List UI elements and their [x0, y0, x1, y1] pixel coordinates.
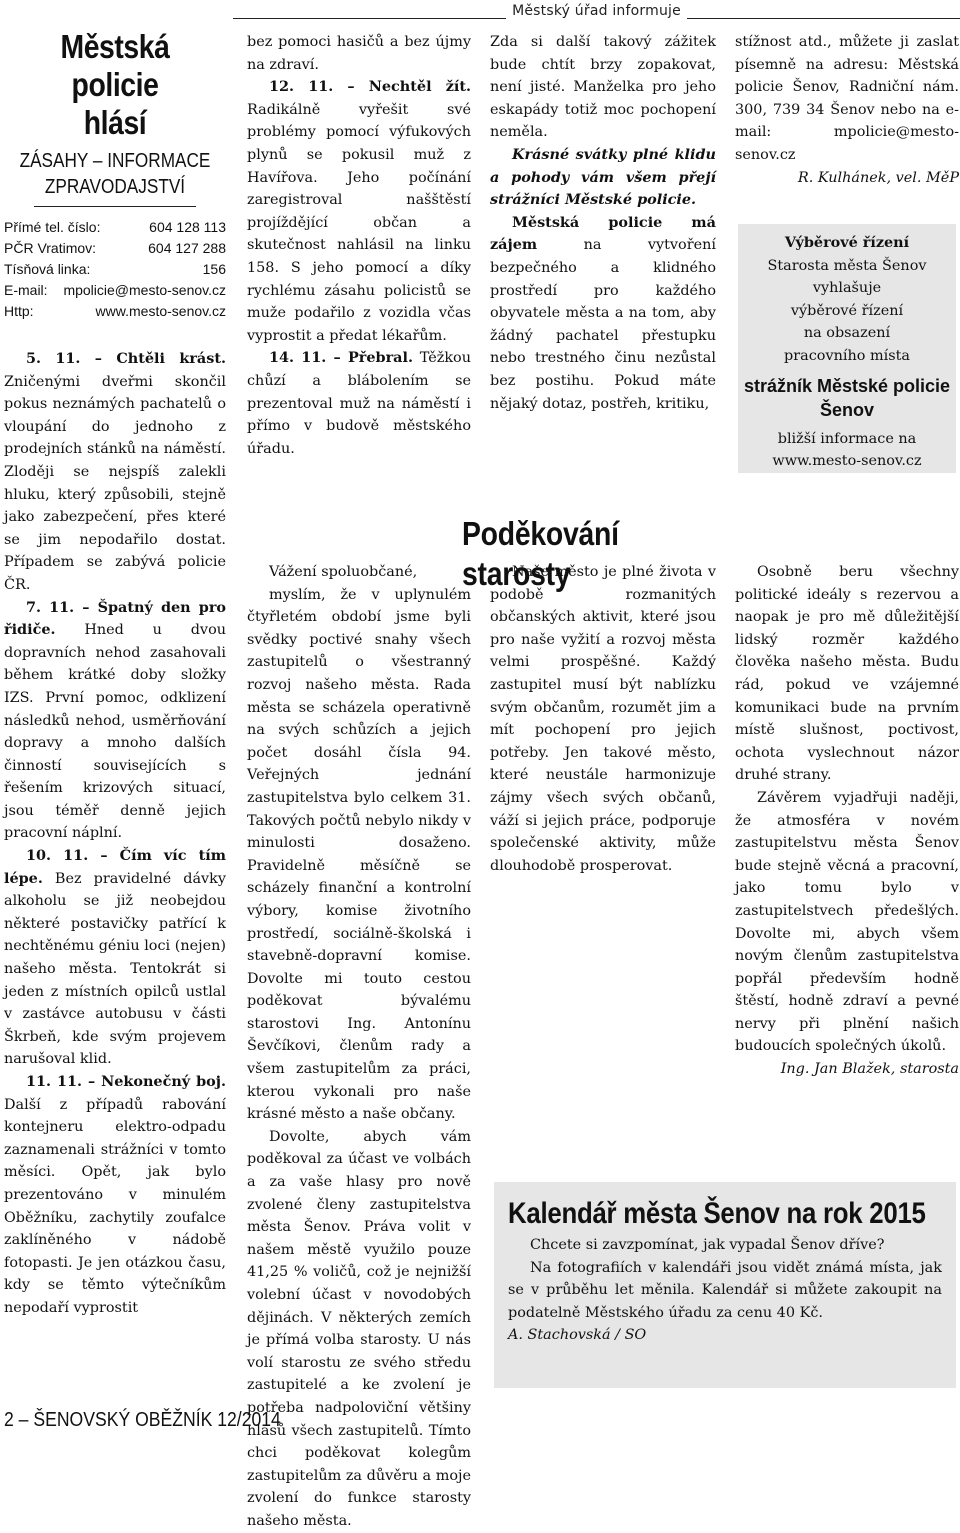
police-signature: R. Kulhánek, vel. MěP	[797, 169, 959, 186]
contact-value: 604 127 288	[148, 240, 226, 256]
thanks-paragraph-3: Naše město je plné života v podobě rozmanitých občanských aktivit, které jsou pro naše vyžití a rozvoj města velmi prospěšné. Každý zastupitel musí být nablízku svým občanům, rozumět jim a mít pochopení pro jejich potřeby. Jen takové město, které neustále harmonizuje zájmy všech svých občanů, váží si jejich práce, podporuje společenské aktivity, může dlouhodobě prosperovat.	[490, 564, 716, 874]
contact-row	[4, 217, 226, 238]
incident-5-head: 12. 11. – Nechtěl žít.	[269, 78, 471, 96]
incident-1-text: Zničenými dveřmi skončil pokus neznámých pachatelů o vloupání do jednoho z prodejních stánků na náměstí. Zloději se nejspíš zalekli hluku, který způsobili, stejně jako zabezpečení, přes které se jim nepodařilo dostat. Případem se zabývá policie ČR.	[4, 373, 226, 593]
contact-label: PČR Vratimov:	[4, 240, 97, 256]
police-contact-info: stížnost atd., můžete ji zaslat písemně na adresu: Městská policie Šenov, Radniční nám. 300, 739 34 Šenov nebo na e-mail: mpolicie@mesto-senov.cz	[735, 34, 959, 163]
thanks-paragraph-1: myslím, že v uplynulém čtyřletém období jsme byli svědky poctivé snahy všech zastupitelů o všestranný rozvoj našeho města. Rada města se scházela operativně na svých schůzích a jejich počet dosáhl čísla 94. Veřejných jednání zastupitelstva bylo celkem 31. Takových počtů nebylo nikdy v minulosti dosaženo. Pravidelně měsíčně se scházely finanční a kontrolní výbory, komise životního prostředí, sociálně-školská i stavebně-dopravní komise. Dovolte mi touto cestou poděkovat bývalému starostovi Ing. Antonínu Ševčíkovi, členům rady a všem zastupitelům za práci, kterou vykonali pro naše krásné město a naše občany.	[247, 586, 471, 1123]
section-header	[233, 0, 960, 19]
incident-2-head: 7. 11. – Špatný den pro řidiče.	[4, 598, 226, 639]
calendar-signature: A. Stachovská / SO	[508, 1327, 647, 1344]
contact-value: 604 128 113	[149, 219, 226, 235]
tender-line: pracovního místa	[784, 347, 910, 364]
thanks-paragraph-2: Dovolte, abych vám poděkoval za účast ve volbách a za vaše hlasy pro nově zvolené členy zastupitelstva města Šenov. Práva volit v našem městě využilo pouze 41,25 % voličů, což je nejnižší volební účast v novodobých dějinách. V některých zemích je přímá volba starosty. U nás volí starostu ze svého středu zastupitelé a ke zvolení je potřeba nadpoloviční většiny hlasů všech zastupitelů. Tímto chci poděkovat kolegům zastupitelům za důvěru a moje zvolení do funkce starosty našeho města.	[247, 1128, 471, 1529]
police-column-4	[735, 31, 959, 189]
tender-website-link[interactable]: www.mesto-senov.cz	[772, 453, 922, 470]
police-title-line1: Městská policie	[60, 28, 170, 103]
incident-3-text: Bez pravidelné dávky alkoholu se již neobejdou některé postavičky patřící k nechtěnému géniu loci (nejen) našeho města. Tentokrát si jeden z místních opilců ustlal v zastávce autobusu v části Škrbeň, kde svým projevem narušoval klid.	[4, 870, 226, 1068]
police-interest	[490, 212, 716, 415]
calendar-paragraph-2: Na fotografiích v kalendáři jsou vidět známá místa, jak se v průběhu let měnila. Kalendář si můžete zakoupit na podatelně Městského úřadu za cenu 40 Kč.	[508, 1259, 942, 1321]
contact-row	[4, 238, 226, 259]
thanks-paragraph-2-start	[247, 1126, 471, 1533]
thanks-paragraph-4: Osobně beru všechny politické ideály s rezervou a naopak je pro mě důležitější lidský rozměr každého člověka našeho města. Budu rád, pokud ve vzájemné komunikaci bude na prvním místě slušnost, poctivost, ochota vyslechnout názor druhé strany.	[735, 564, 959, 784]
contact-value: 156	[202, 261, 226, 277]
incident-3	[4, 845, 226, 1071]
contact-label: Přímé tel. číslo:	[4, 219, 101, 235]
thanks-greeting: Vážení spoluobčané,	[269, 564, 418, 580]
calendar-paragraph-1: Chcete si zavzpomínat, jak vypadal Šenov dříve?	[530, 1237, 885, 1253]
incident-5	[247, 76, 471, 347]
contact-row	[4, 301, 226, 322]
police-interest-text: na vytvoření bezpečného a klidného prostředí pro každého obyvatele města a na tom, aby žádný pachatel přestupku nebo trestného činu nezůstal bez postihu. Pokud máte nějaký dotaz, postřeh, kritiku,	[490, 237, 716, 412]
website-link[interactable]: www.mesto-senov.cz	[95, 303, 226, 319]
police-title-line2: hlásí	[83, 104, 147, 141]
thanks-column-2	[490, 561, 716, 877]
divider	[34, 206, 196, 207]
contact-label: Tísňová linka:	[4, 261, 91, 277]
section-header-label: Městský úřad informuje	[506, 3, 687, 19]
thanks-signature: Ing. Jan Blažek, starosta	[780, 1061, 959, 1078]
email-link[interactable]: mpolicie@mesto-senov.cz	[63, 282, 226, 298]
incident-5-text: Radikálně vyřešit své problémy pomocí výfukových plynů se pokusil muž z Havířova. Jeho počínání zaregistroval našštěstí projíždějící občan a skutečnost nahlásil na linku 158. S jeho pomocí a díky rychlému zásahu policistů se muže podařilo z vozidla včas vyprostit a předat lékařům.	[247, 101, 471, 344]
incident-4-head: 11. 11. – Nekonečný boj.	[26, 1073, 226, 1090]
thanks-paragraph-5: Závěrem vyjadřuji naději, že atmosféra v novém zastupitelstvu města Šenov bude stejně věcná a pracovní, jako tomu bylo v zastupitelstvech předešlých. Dovolte mi, abych všem novým členům zastupitelstva popřál především hodně štěstí, hodně zdraví a pevné nervy při plnění našich budoucích společných úkolů.	[735, 789, 959, 1055]
tender-line: na obsazení	[803, 325, 891, 342]
incident-6-text: Těžkou chůzí a blábolením se prezentoval muž na náměstí i přímo v budově městského úřadu.	[247, 350, 471, 457]
calendar-box	[494, 1182, 956, 1388]
incident-2	[4, 597, 226, 846]
thanks-column-1	[247, 561, 471, 1533]
contact-label: Http:	[4, 303, 34, 319]
contact-row	[4, 280, 226, 301]
police-column-3	[490, 31, 716, 415]
incident-4-text: Další z případů rabování kontejneru elektro-odpadu zaznamenali strážníci v tomto měsíci. Opět, jak bylo prezentováno v minulém Oběžníku, zachytily zoufalce zaklíněného v nádobě fotopasti. Je jen otázkou času, kdy se těmto výtečníkům nepodaří vyprostit	[4, 1096, 226, 1316]
contact-label: E-mail:	[4, 282, 48, 298]
tender-info: bližší informace na	[777, 430, 917, 447]
tender-job-title: strážník Městské policie Šenov	[743, 375, 951, 420]
incident-4-continued: bez pomoci hasičů a bez újmy na zdraví.	[247, 34, 471, 73]
police-subtitle	[20, 148, 211, 200]
incident-3-head: 10. 11. – Čím víc tím lépe.	[4, 847, 226, 887]
tender-title: Výběrové řízení	[784, 234, 910, 251]
contact-list	[4, 217, 226, 322]
police-title	[20, 28, 211, 142]
holiday-wishes: Krásné svátky plné klidu a pohody vám všem přejí strážníci Městské policie.	[490, 145, 716, 209]
incident-2-text: Hned u dvou dopravních nehod zasahovali během krátké doby složky IZS. První pomoc, odklizení následků nehod, usměrňování dopravy a mnoho dalších činností souvisejících s řešením krizových situací, jsou téměř denně jejich pracovní náplní.	[4, 622, 226, 842]
tender-line: vyhlašuje	[812, 280, 882, 297]
incident-1	[4, 348, 226, 597]
incident-6	[247, 347, 471, 460]
incident-6-continued: Zda si další takový zážitek bude chtít brzy zopakovat, není jisté. Manželka pro jeho eskapády totiž moc pochopení neměla.	[490, 34, 716, 141]
police-subtitle-line1: ZÁSAHY – INFORMACE	[19, 150, 211, 172]
tender-line: výběrové řízení	[790, 302, 904, 319]
incident-6-head: 14. 11. – Přebral.	[269, 349, 413, 367]
tender-line: Starosta města Šenov	[767, 257, 927, 274]
police-column-2	[247, 31, 471, 460]
job-tender-box	[738, 224, 956, 473]
incident-1-head: 5. 11. – Chtěli krást.	[26, 350, 226, 367]
police-interest-head: Městská policie má zájem	[490, 213, 716, 254]
police-column	[4, 28, 226, 1320]
thanks-column-3	[735, 561, 959, 1081]
calendar-title: Kalendář města Šenov na rok 2015	[508, 1197, 926, 1230]
police-subtitle-line2: ZPRAVODAJSTVÍ	[44, 176, 186, 198]
page-footer: 2 – ŠENOVSKÝ OBĚŽNÍK 12/2014	[4, 1409, 281, 1431]
contact-row	[4, 259, 226, 280]
thanks-title: Poděkování starosty	[462, 515, 619, 592]
incident-4	[4, 1071, 226, 1320]
